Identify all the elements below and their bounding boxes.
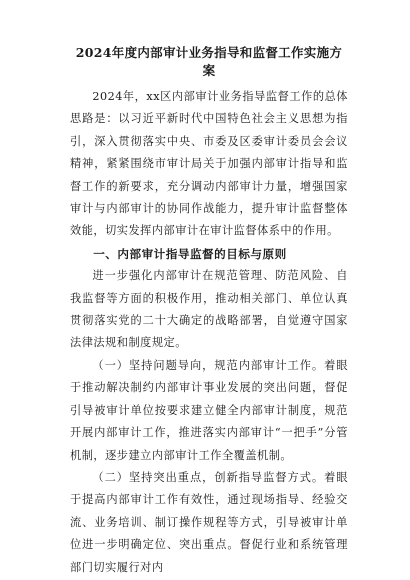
intro-paragraph: 2024年，xx区内部审计业务指导监督工作的总体思路是：以习近平新时代中国特色社会主义思想为指引，深入贯彻落实中央、市委及区委审计委员会会议精神，紧紧围绕市审计局关于加强内部审计指导和监督工作的新要求，充分调动内部审计力量，增强国家审计与内部审计的协同作战能力，提升审计监督整体效能，切实发挥内部审计在审计监督体系中的作用。 [70,90,348,238]
document-title: 2024年度内部审计业务指导和监督工作实施方案 [75,45,343,78]
section1-paragraph-2: （一）坚持问题导向，规范内部审计工作。着眼于推动解决制约内部审计事业发展的突出问题，督促引导被审计单位按要求建立健全内部审计制度，规范开展内部审计工作，推进落实内部审计“一把手”分管机制，逐步建立内部审计工作全覆盖机制。 [70,358,348,462]
section1-paragraph-1: 进一步强化内部审计在规范管理、防范风险、自我监督等方面的积极作用，推动相关部门、单位认真贯彻落实党的二十大确定的战略部署，自觉遵守国家法律法规和制度规定。 [70,269,348,350]
section-heading-1: 一、内部审计指导监督的目标与原则 [93,246,287,261]
section1-paragraph-3: （二）坚持突出重点，创新指导监督方式。着眼于提高内部审计工作有效性，通过现场指导、经验交流、业务培训、制订操作规程等方式，引导被审计单位进一步明确定位、突出重点。督促行业和系统管理部门切实履行对内 [70,470,348,574]
